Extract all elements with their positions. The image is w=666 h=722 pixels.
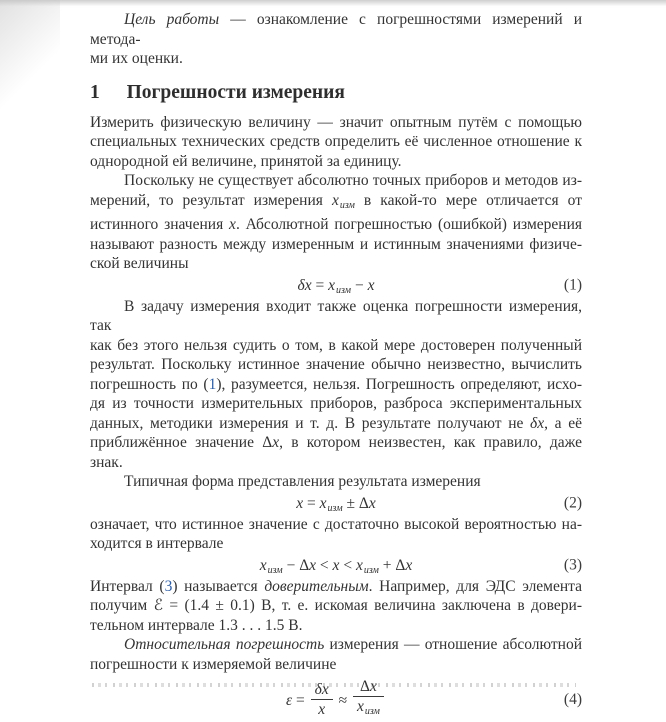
text-segment: Относительная погрешность xyxy=(124,636,325,653)
equation-4-number: (4) xyxy=(563,691,582,708)
text-segment: Δ xyxy=(262,434,273,451)
text-line xyxy=(90,336,582,356)
text-line xyxy=(90,453,582,473)
text-segment: , в котором неизвестен, как правило, даже xyxy=(279,434,582,451)
section-heading xyxy=(90,81,582,105)
text-segment: ходится в интервале xyxy=(90,535,224,552)
text-segment: + xyxy=(378,556,396,574)
text-line xyxy=(90,577,582,597)
text-line xyxy=(90,375,582,395)
text-segment: тельном интервале 1.3 . . . 1.5 В. xyxy=(90,616,303,634)
text-line xyxy=(90,596,582,616)
text-line xyxy=(90,472,582,492)
paragraph-measure-definition xyxy=(90,113,582,172)
equation-3-body xyxy=(260,557,412,574)
equation-reference-link[interactable]: 3 xyxy=(164,577,173,595)
text-segment: δx xyxy=(530,414,545,432)
text-segment: = (1.4 ± 0.1) В, т. е. искомая величина заключена в довери- xyxy=(162,597,582,614)
text-segment: изм xyxy=(267,564,283,576)
text-segment: δx xyxy=(297,276,312,294)
text-line xyxy=(90,254,582,274)
text-segment: Поскольку не существует абсолютно точных приборов и методов из- xyxy=(124,172,582,189)
text-segment: ± xyxy=(342,494,359,512)
text-segment: x xyxy=(357,698,364,715)
text-segment: ми их оценки. xyxy=(90,50,183,67)
text-line xyxy=(90,433,582,453)
text-segment: x xyxy=(296,494,304,512)
equation-1 xyxy=(90,274,582,297)
intro-paragraph xyxy=(90,10,582,69)
text-segment: x xyxy=(319,494,327,512)
text-segment: x xyxy=(328,276,336,294)
text-segment: < xyxy=(339,556,356,574)
text-segment: означает, что истинное значение с достаточно высокой вероятностью на- xyxy=(90,515,582,533)
text-segment: < xyxy=(316,556,333,574)
text-line xyxy=(90,394,582,414)
equation-2-body xyxy=(296,495,375,512)
text-segment: погрешности к измеряемой величине xyxy=(90,655,337,673)
text-segment: x xyxy=(309,556,317,574)
text-segment: знак. xyxy=(90,453,123,471)
text-line xyxy=(90,414,582,434)
text-segment: называют разность между измеренным и истинным значениями физиче- xyxy=(90,235,582,253)
text-segment: изм xyxy=(363,564,379,576)
text-segment: x xyxy=(355,556,363,574)
text-line xyxy=(90,215,582,235)
text-segment: = xyxy=(292,691,309,709)
text-line xyxy=(90,616,582,636)
text-segment: в какой-то мере отличается от xyxy=(354,191,582,209)
text-line xyxy=(90,132,582,152)
text-segment: δx xyxy=(314,680,329,698)
equation-1-number: (1) xyxy=(563,276,582,294)
text-segment: В задачу измерения входит также оценка погрешности измерения, так xyxy=(90,297,582,334)
text-segment: Цель работы xyxy=(124,11,220,28)
text-line xyxy=(90,235,582,255)
section-title: Погрешности измерения xyxy=(126,81,345,103)
text-segment: Δ xyxy=(395,556,406,574)
text-segment: x xyxy=(259,556,267,574)
text-line xyxy=(90,655,582,675)
clipped-next-line xyxy=(92,683,576,687)
paragraph-confidence-interval xyxy=(90,577,582,636)
text-segment: x xyxy=(318,700,326,718)
text-line xyxy=(90,534,582,554)
equation-2-number: (2) xyxy=(563,494,582,512)
text-segment: x xyxy=(370,678,377,695)
text-segment: Δ xyxy=(299,556,310,574)
text-segment: однородной ей величине, принятой за единицу. xyxy=(90,152,402,170)
text-segment: доверительным xyxy=(264,577,369,595)
text-segment: получим xyxy=(90,597,154,614)
text-line xyxy=(90,171,582,191)
text-segment: результат. Поскольку истинное значение обычно неизвестно, вычислить xyxy=(90,356,582,373)
text-line xyxy=(90,515,582,535)
text-segment: . Абсолютной погрешностью (ошибкой) измерения xyxy=(235,216,582,233)
text-segment: x xyxy=(229,216,236,233)
text-segment: изм xyxy=(339,199,355,211)
paragraph-typical-form xyxy=(90,472,582,492)
text-segment: = xyxy=(311,276,329,294)
text-segment: приближённое значение xyxy=(90,434,263,451)
text-line xyxy=(90,10,582,49)
text-segment: мерений, то результат измерения xyxy=(90,191,332,209)
text-segment: , а её xyxy=(544,414,582,432)
text-segment: изм xyxy=(364,706,380,717)
text-segment: ), разумеется, нельзя. Погрешность определяют, исхо- xyxy=(216,375,582,393)
text-segment: как без этого нельзя судить о том, в какой мере достоверен полученный xyxy=(90,336,582,354)
text-segment: x xyxy=(272,434,280,451)
text-line xyxy=(90,113,582,133)
paragraph-error-estimation xyxy=(90,297,582,473)
equation-3-number: (3) xyxy=(563,556,582,574)
text-line xyxy=(90,635,582,655)
text-line xyxy=(90,152,582,172)
equation-2 xyxy=(90,492,582,515)
paragraph-relative-error xyxy=(90,635,582,674)
text-segment: данных, методики измерения и т. д. В результате получают не xyxy=(90,414,531,432)
text-segment: Δ xyxy=(360,678,371,695)
text-segment: x xyxy=(405,556,413,574)
text-segment: измерения — отношение абсолютной xyxy=(324,636,582,653)
text-segment: Измерить физическую величину — значит опытным путём с помощью xyxy=(90,113,582,131)
text-segment: Интервал ( xyxy=(90,577,165,595)
text-segment: ) называется xyxy=(172,577,265,595)
text-segment: Δ xyxy=(358,494,369,512)
text-segment: ε xyxy=(286,691,293,709)
text-segment: истинного значения xyxy=(90,216,230,233)
text-segment: . Например, для ЭДС элемента xyxy=(368,577,583,595)
text-segment: x xyxy=(331,191,339,209)
text-line xyxy=(90,49,582,69)
text-segment: Типичная форма представления результата измерения xyxy=(124,473,481,490)
text-line xyxy=(90,297,582,336)
text-segment: погрешность по ( xyxy=(90,375,209,393)
text-segment: изм xyxy=(327,502,343,514)
text-segment: — ознакомление с погрешностями измерений и метода- xyxy=(90,11,582,48)
text-segment: ской величины xyxy=(90,255,189,272)
page-content xyxy=(90,0,582,720)
text-segment: = xyxy=(303,494,320,512)
paragraph-absolute-error xyxy=(90,171,582,274)
equation-3 xyxy=(90,554,582,577)
text-segment: дя из точности измерительных приборов, разброса экспериментальных xyxy=(90,395,582,412)
section-number: 1 xyxy=(90,81,100,103)
page-corner-shadow xyxy=(0,0,60,110)
text-segment: ℰ xyxy=(153,596,163,614)
paragraph-interval-intro xyxy=(90,515,582,554)
equation-1-body xyxy=(298,277,375,294)
text-segment: x xyxy=(368,494,376,512)
text-line xyxy=(90,355,582,375)
text-segment: − xyxy=(282,556,300,574)
text-line xyxy=(90,191,582,216)
text-segment: ≈ xyxy=(334,691,352,709)
equation-reference-link[interactable]: 1 xyxy=(208,375,217,393)
text-segment: x xyxy=(332,556,340,574)
text-segment: − xyxy=(351,276,368,294)
text-segment: изм xyxy=(336,284,352,296)
text-segment: x xyxy=(367,276,375,294)
text-segment: специальных технических средств определить её численное отношение к xyxy=(90,133,582,150)
